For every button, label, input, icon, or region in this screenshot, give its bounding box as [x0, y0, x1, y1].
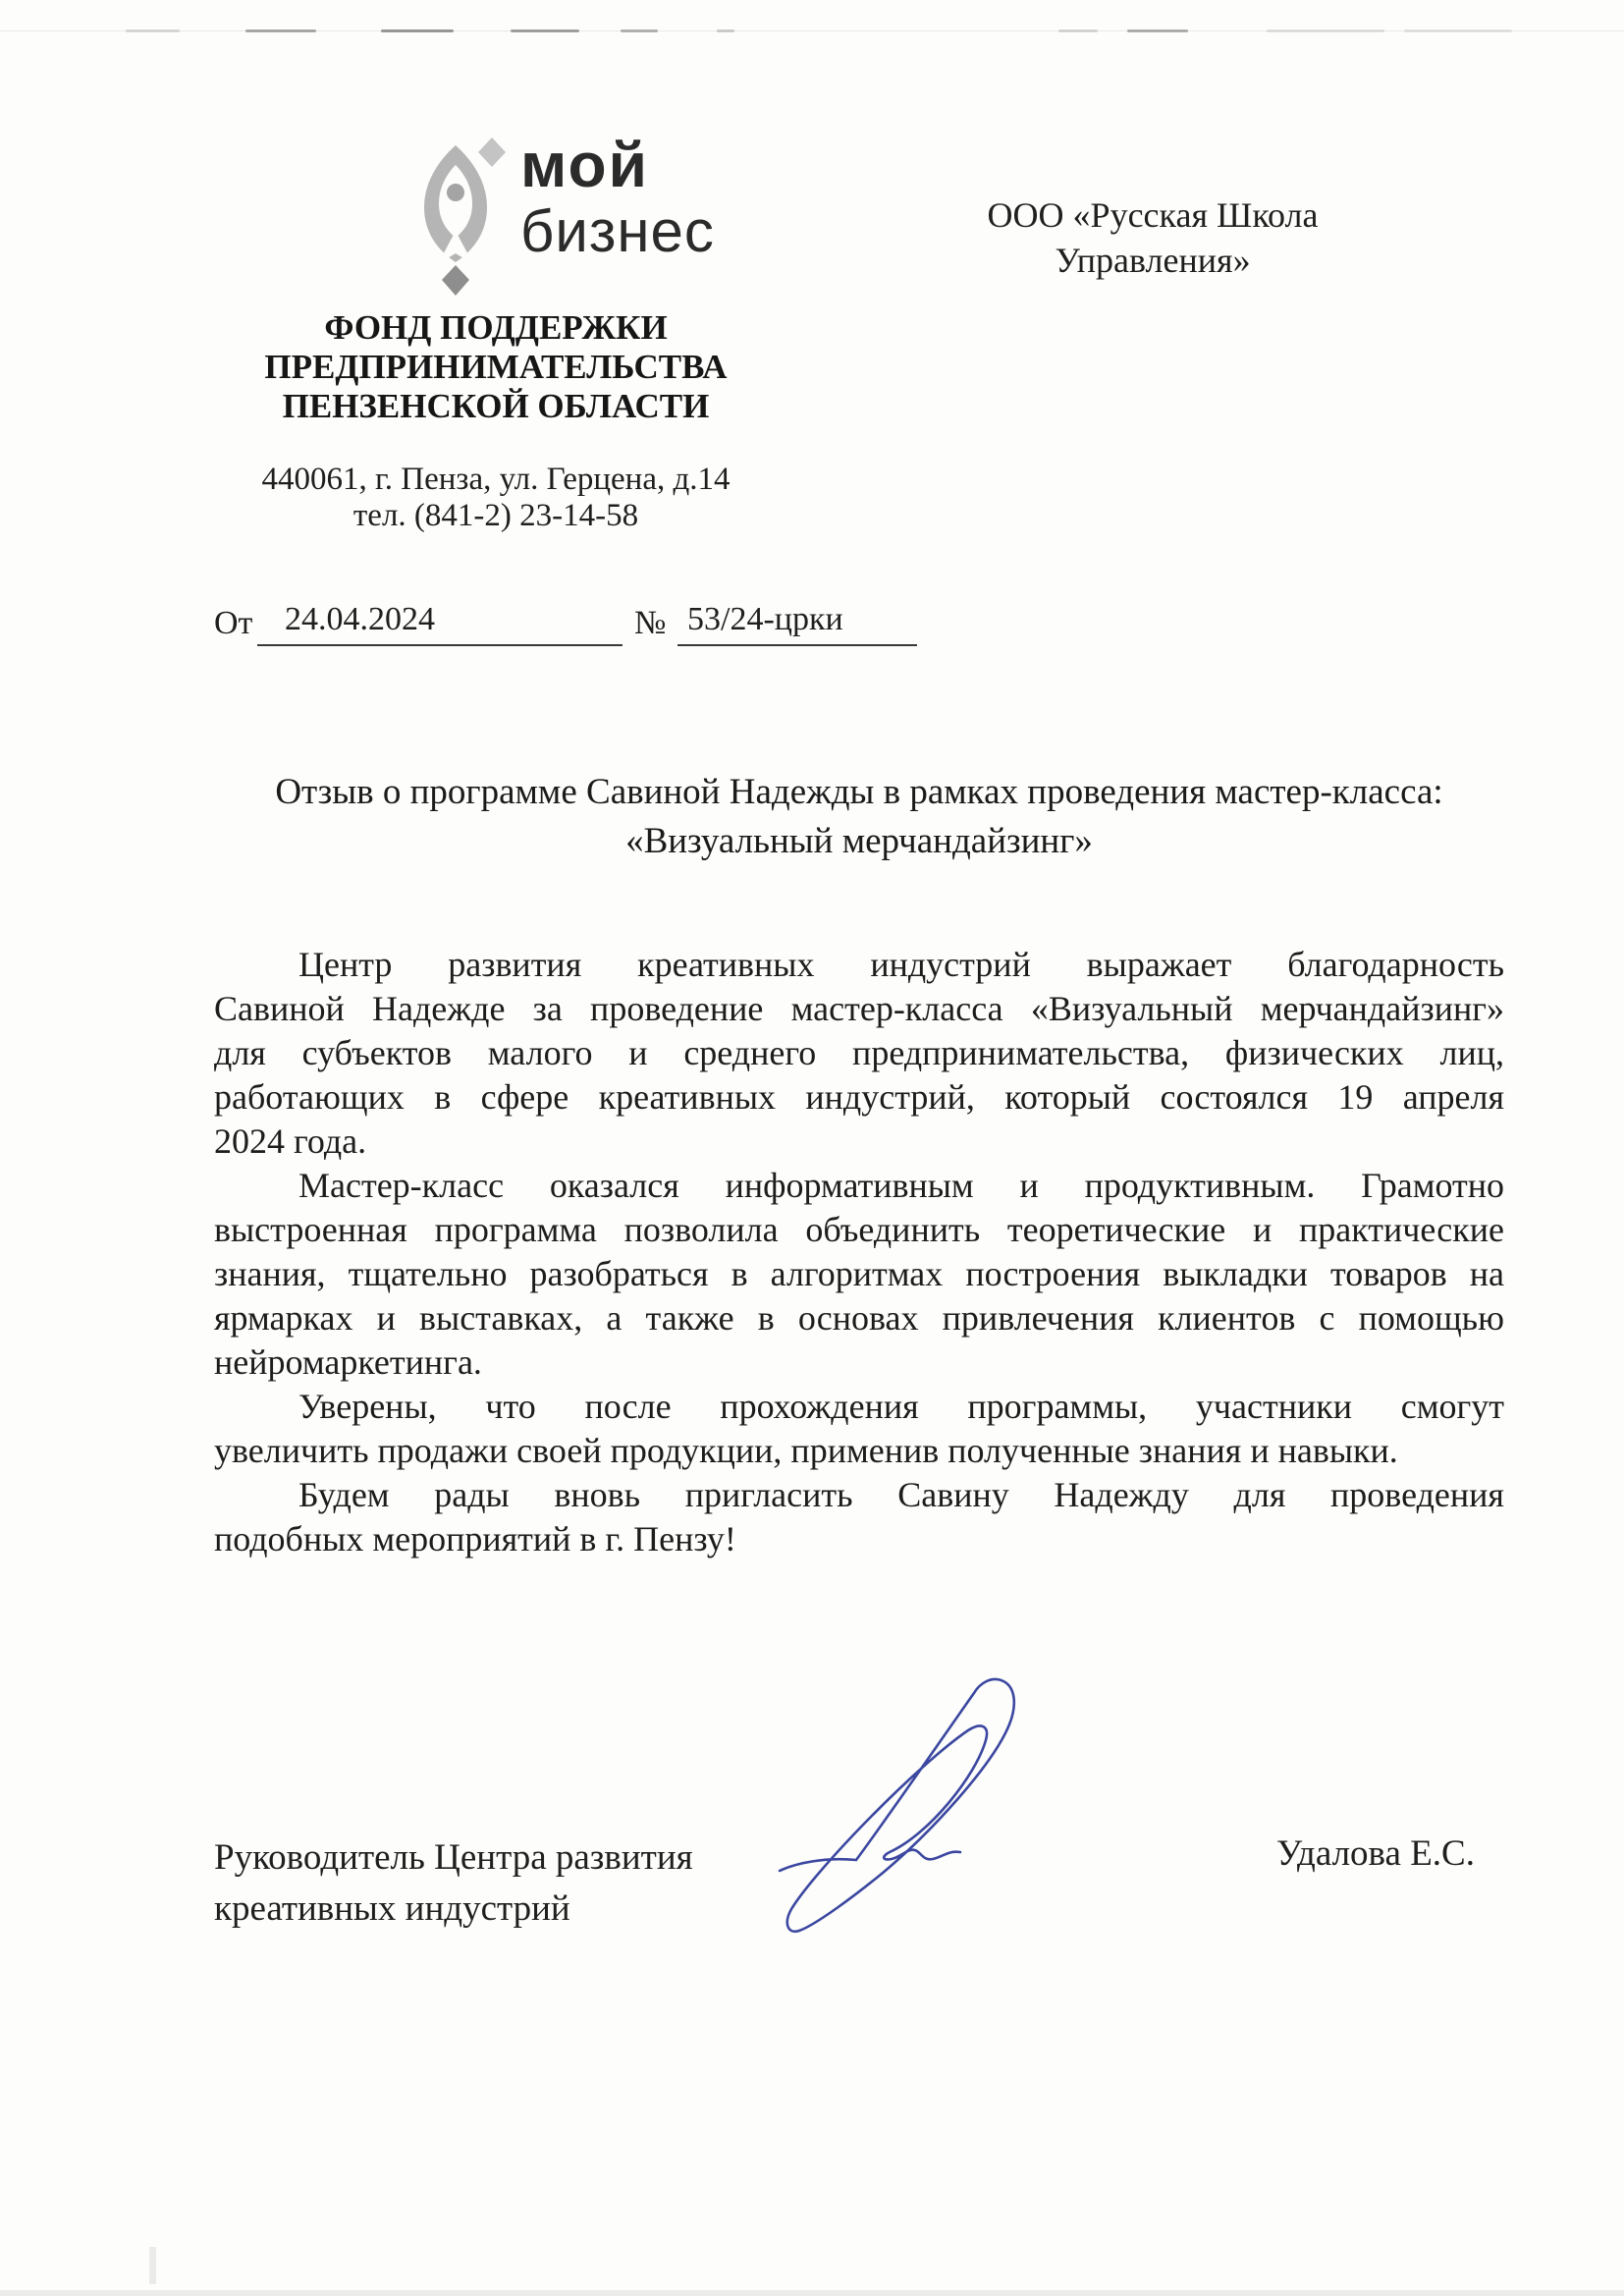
scan-artifact	[126, 29, 180, 32]
scan-artifact	[1127, 29, 1188, 32]
ref-number-underlined: 53/24-црки	[677, 601, 917, 646]
my-business-rocket-icon	[416, 132, 511, 299]
body-text-line: 2024 года.	[214, 1121, 367, 1161]
ref-date-underlined: 24.04.2024	[257, 601, 623, 646]
body-text-line: Савиной Надежде за проведение мастер-класса «Визуальный мерчандайзинг»	[214, 989, 1504, 1028]
scan-artifact	[1058, 29, 1098, 32]
text-line: ООО «Русская Школа	[987, 195, 1319, 235]
body-text-line: подобных мероприятий в г. Пензу!	[214, 1519, 736, 1558]
scan-artifact	[621, 29, 658, 32]
text-line: Руководитель Центра развития	[214, 1837, 693, 1878]
scan-artifact	[1404, 29, 1512, 32]
body-text-line: Будем рады вновь пригласить Савину Надежду для проведения	[298, 1475, 1504, 1514]
scan-artifact	[245, 29, 316, 32]
text-line: «Визуальный мерчандайзинг»	[625, 821, 1093, 861]
ref-number-label: №	[634, 605, 667, 641]
my-business-logo-wordmark	[520, 130, 715, 264]
body-text-line: Центр развития креативных индустрий выражает благодарность	[298, 945, 1504, 984]
body-text-line: работающих в сфере креативных индустрий, который состоялся 19 апреля	[214, 1077, 1504, 1117]
ref-from-label: От	[214, 605, 253, 641]
body-text-line: для субъектов малого и среднего предпринимательства, физических лиц,	[214, 1033, 1504, 1072]
recipient-name	[858, 192, 1447, 283]
body-text-line: Уверены, что после прохождения программы, участники смогут	[298, 1387, 1504, 1426]
body-text-line: нейромаркетинга.	[214, 1342, 482, 1382]
body-text-line: выстроенная программа позволила объединить теоретические и практические	[214, 1210, 1504, 1249]
handwritten-signature	[772, 1667, 1031, 1948]
body-text-line: Мастер-класс оказался информативным и продуктивным. Грамотно	[298, 1166, 1504, 1205]
text-line: ПРЕДПРИНИМАТЕЛЬСТВА	[264, 348, 728, 386]
signer-name: Удалова Е.С.	[1276, 1833, 1475, 1874]
scan-artifact	[1267, 29, 1384, 32]
phone-line: тел. (841-2) 23-14-58	[352, 498, 639, 533]
logo-word-biznes: бизнес	[520, 198, 715, 264]
scan-artifact	[511, 29, 579, 32]
scan-artifact	[381, 29, 454, 32]
scan-artifact-smudge	[149, 2247, 156, 2284]
text-line: ФОНД ПОДДЕРЖКИ	[324, 308, 668, 347]
text-line: Отзыв о программе Савиной Надежды в рамках проведения мастер-класса:	[275, 772, 1443, 812]
fund-address	[241, 462, 751, 534]
signature-stroke	[780, 1679, 1014, 1932]
text-line: ПЕНЗЕНСКОЙ ОБЛАСТИ	[282, 387, 710, 425]
address-line: 440061, г. Пенза, ул. Герцена, д.14	[261, 462, 731, 497]
body-text-line: увеличить продажи своей продукции, применив полученные знания и навыки.	[214, 1431, 1398, 1470]
body-text-line: знания, тщательно разобраться в алгоритмах построения выкладки товаров на	[214, 1254, 1504, 1293]
text-line: креативных индустрий	[214, 1888, 570, 1929]
body-text-line: ярмарках и выставках, а также в основах привлечения клиентов с помощью	[214, 1298, 1504, 1338]
fund-name	[241, 308, 751, 426]
letter-body	[214, 943, 1504, 1561]
scan-artifact	[717, 29, 734, 32]
text-line: Управления»	[1055, 241, 1251, 280]
document-title	[214, 768, 1504, 866]
logo-word-moy: мой	[520, 130, 649, 200]
signer-position	[214, 1832, 823, 1935]
scan-artifact-bottom	[0, 2290, 1624, 2296]
